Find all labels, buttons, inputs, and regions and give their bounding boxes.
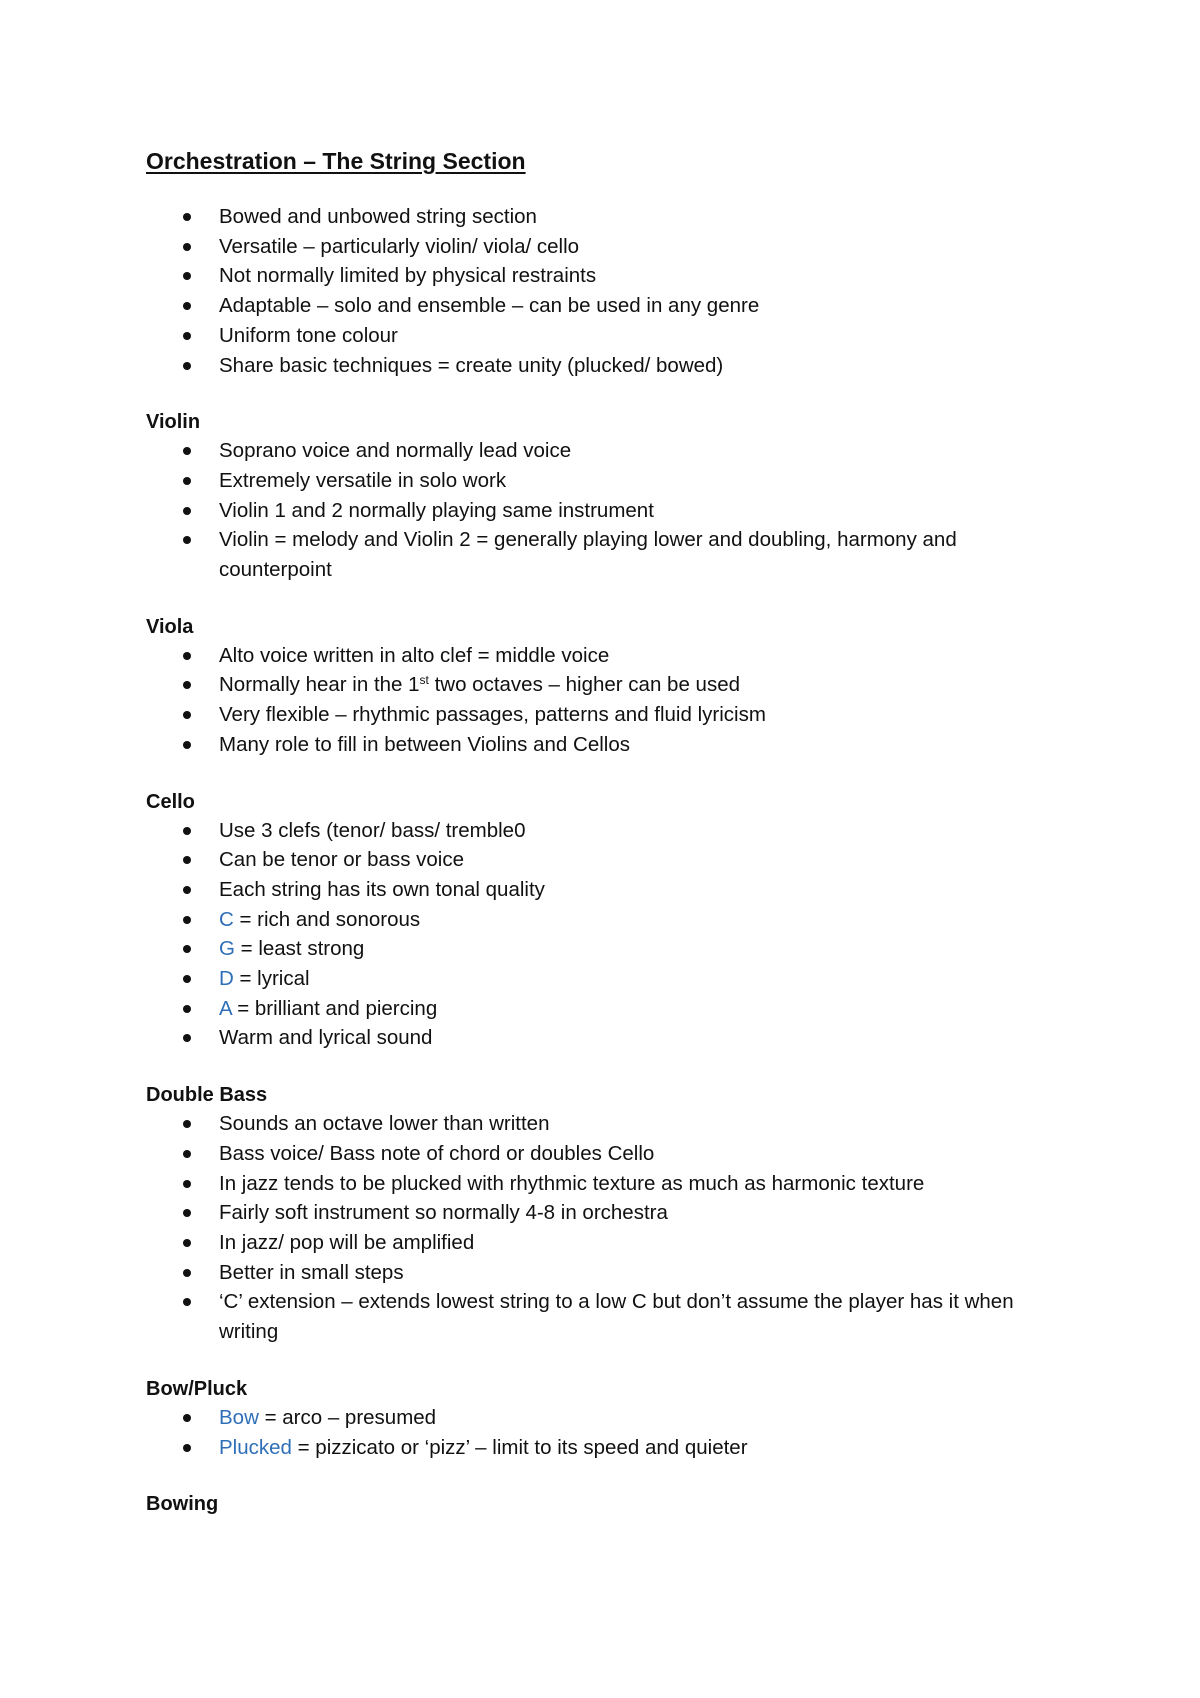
spacer bbox=[146, 380, 1046, 408]
list-item bbox=[146, 1433, 1046, 1463]
list-item bbox=[146, 994, 1046, 1024]
string-name-a: A bbox=[219, 996, 232, 1020]
list-item: Better in small steps bbox=[146, 1258, 1046, 1288]
section-heading-bowing: Bowing bbox=[146, 1493, 219, 1516]
term-plucked: Plucked bbox=[219, 1435, 292, 1459]
item-text: = arco – presumed bbox=[258, 1405, 437, 1429]
double-bass-list bbox=[146, 1109, 1046, 1347]
string-name-c: C bbox=[219, 907, 234, 931]
string-name-d: D bbox=[219, 967, 234, 991]
section-heading-viola: Viola bbox=[146, 615, 194, 638]
item-text: = lyrical bbox=[233, 967, 310, 991]
list-item bbox=[146, 964, 1046, 994]
item-text: = least strong bbox=[234, 937, 365, 961]
term-bow: Bow bbox=[219, 1405, 259, 1429]
list-item: Fairly soft instrument so normally 4-8 in orchestra bbox=[146, 1198, 1046, 1228]
list-item: Alto voice written in alto clef = middle voice bbox=[146, 641, 1046, 671]
section-heading-violin: Violin bbox=[146, 411, 201, 434]
bow-pluck-list bbox=[146, 1403, 1046, 1462]
viola-list bbox=[146, 641, 1046, 760]
section-heading-double-bass: Double Bass bbox=[146, 1084, 268, 1107]
item-text: = pizzicato or ‘pizz’ – limit to its speed and quieter bbox=[291, 1435, 748, 1459]
spacer bbox=[146, 585, 1046, 613]
section-heading-cello: Cello bbox=[146, 790, 195, 813]
list-item: Bass voice/ Bass note of chord or doubles Cello bbox=[146, 1139, 1046, 1169]
list-item: Very flexible – rhythmic passages, patterns and fluid lyricism bbox=[146, 700, 1046, 730]
list-item: Sounds an octave lower than written bbox=[146, 1109, 1046, 1139]
document-title: Orchestration – The String Section bbox=[146, 148, 526, 174]
list-item bbox=[146, 934, 1046, 964]
list-item bbox=[146, 670, 1046, 700]
list-item: Each string has its own tonal quality bbox=[146, 875, 1046, 905]
list-item: Versatile – particularly violin/ viola/ cello bbox=[146, 232, 1046, 262]
spacer bbox=[146, 1347, 1046, 1375]
list-item: Soprano voice and normally lead voice bbox=[146, 436, 1046, 466]
list-item bbox=[146, 905, 1046, 935]
ordinal-suffix: st bbox=[419, 673, 429, 688]
list-item: ‘C’ extension – extends lowest string to a low C but don’t assume the player has it when writing bbox=[146, 1287, 1046, 1346]
list-item: Violin 1 and 2 normally playing same instrument bbox=[146, 496, 1046, 526]
list-item: Not normally limited by physical restraints bbox=[146, 261, 1046, 291]
item-text: = rich and sonorous bbox=[233, 907, 421, 931]
list-item: Adaptable – solo and ensemble – can be used in any genre bbox=[146, 291, 1046, 321]
violin-list bbox=[146, 436, 1046, 585]
spacer bbox=[146, 1053, 1046, 1081]
list-item: Violin = melody and Violin 2 = generally playing lower and doubling, harmony and counterpoint bbox=[146, 525, 1046, 584]
spacer bbox=[146, 1462, 1046, 1490]
intro-list bbox=[146, 202, 1046, 380]
list-item: Bowed and unbowed string section bbox=[146, 202, 1046, 232]
list-item: Extremely versatile in solo work bbox=[146, 466, 1046, 496]
list-item: Warm and lyrical sound bbox=[146, 1023, 1046, 1053]
list-item: Share basic techniques = create unity (plucked/ bowed) bbox=[146, 351, 1046, 381]
item-text: = brilliant and piercing bbox=[231, 996, 438, 1020]
item-text: two octaves – higher can be used bbox=[428, 673, 741, 697]
list-item: Use 3 clefs (tenor/ bass/ tremble0 bbox=[146, 816, 1046, 846]
list-item bbox=[146, 1403, 1046, 1433]
document-page bbox=[146, 146, 1046, 1518]
list-item: Uniform tone colour bbox=[146, 321, 1046, 351]
list-item: In jazz/ pop will be amplified bbox=[146, 1228, 1046, 1258]
cello-list bbox=[146, 816, 1046, 1054]
section-heading-bow-pluck: Bow/Pluck bbox=[146, 1377, 248, 1400]
list-item: Many role to fill in between Violins and Cellos bbox=[146, 730, 1046, 760]
list-item: In jazz tends to be plucked with rhythmic texture as much as harmonic texture bbox=[146, 1169, 1046, 1199]
spacer bbox=[146, 760, 1046, 788]
list-item: Can be tenor or bass voice bbox=[146, 845, 1046, 875]
item-text: Normally hear in the 1 bbox=[219, 673, 420, 697]
string-name-g: G bbox=[219, 937, 235, 961]
